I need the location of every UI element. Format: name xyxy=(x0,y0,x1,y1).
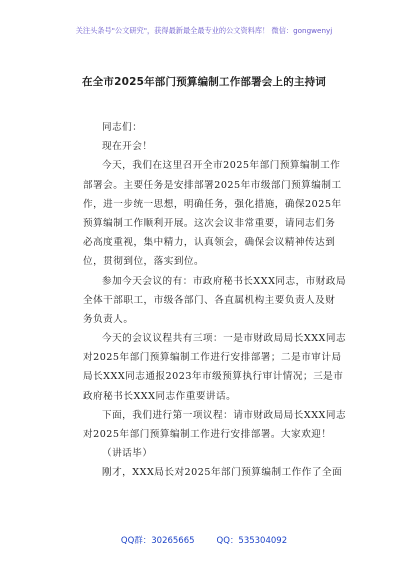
page-title: 在全市2025年部门预算编制工作部署会上的主持词 xyxy=(81,76,327,88)
qq-number: QQ：535304092 xyxy=(216,536,288,546)
document-body xyxy=(83,118,347,483)
body-line: 局长XXX同志通报2023年市级预算执行审计情况；三是市 xyxy=(83,371,344,383)
footer-contact xyxy=(0,534,408,546)
body-line: 下面，我们进行第一项议程：请市财政局局长XXX同志 xyxy=(102,409,347,421)
body-line: 今天的会议议程共有三项：一是市财政局局长XXX同志 xyxy=(102,333,347,345)
header-note: 关注头条号"公文研究"，获得最新最全最专业的公文资料库！ 微信：gongwenyj xyxy=(75,26,333,35)
body-line: 对2025年部门预算编制工作进行安排部署；二是市审计局 xyxy=(83,352,342,364)
body-line: 现在开会！ xyxy=(102,141,153,153)
body-line: 政府秘书长XXX同志作重要讲话。 xyxy=(83,390,237,402)
body-line: （讲话毕） xyxy=(102,448,153,460)
salutation-line: 同志们： xyxy=(102,122,143,133)
body-line: 对2025年部门预算编制工作进行安排部署。大家欢迎！ xyxy=(83,429,332,440)
body-line: 刚才，XXX局长对2025年部门预算编制工作作了全面 xyxy=(102,467,343,479)
body-line: 部署会。主要任务是安排部署2025年市级部门预算编制工 xyxy=(83,179,342,191)
body-line: 今天，我们在这里召开全市2025年部门预算编制工作 xyxy=(102,160,341,172)
body-line: 预算编制工作顺利开展。这次会议非常重要，请同志们务 xyxy=(83,217,336,229)
body-line: 位，贯彻到位，落实到位。 xyxy=(83,256,205,268)
body-line: 参加今天会议的有：市政府秘书长XXX同志，市财政局 xyxy=(102,275,347,287)
body-line: 务负责人。 xyxy=(83,313,134,325)
body-line: 必高度重视，集中精力，认真领会，确保会议精神传达到 xyxy=(83,237,336,249)
body-line: 作，进一步统一思想，明确任务，强化措施，确保2025年 xyxy=(83,198,342,210)
qq-group-number: QQ群：30265665 xyxy=(120,536,195,546)
body-line: 全体干部职工，市级各部门、各直属机构主要负责人及财 xyxy=(83,294,336,306)
